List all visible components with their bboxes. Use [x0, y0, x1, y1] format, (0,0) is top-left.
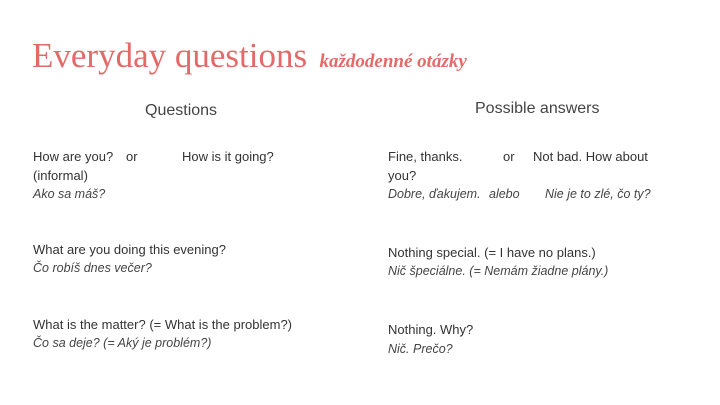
answers-header: Possible answers	[475, 100, 600, 117]
question-how-is-it-going: How is it going?	[182, 149, 274, 164]
title-english: Everyday questions	[32, 36, 308, 75]
question-translation: Ako sa máš?	[33, 187, 106, 201]
answer-fine-thanks: Fine, thanks.	[388, 149, 463, 164]
question-evening-translation: Čo robíš dnes večer?	[33, 261, 152, 275]
answer-translation-1: Dobre, ďakujem.	[388, 187, 481, 201]
title-slovak: každodenné otázky	[319, 51, 467, 72]
question-matter-translation: Čo sa deje? (= Aký je problém?)	[33, 336, 212, 350]
answer-nothing-why-translation: Nič. Prečo?	[388, 342, 453, 356]
answer-nothing-why: Nothing. Why?	[388, 322, 474, 337]
answer-translation-or: alebo	[489, 187, 520, 201]
answer-not-bad: Not bad. How about	[533, 149, 648, 164]
question-informal-note: (informal)	[33, 168, 88, 183]
question-how-are-you: How are you?	[33, 149, 114, 164]
answer-continuation: you?	[388, 168, 417, 183]
answer-nothing-special: Nothing special. (= I have no plans.)	[388, 245, 596, 260]
question-matter: What is the matter? (= What is the problem?)	[33, 317, 293, 332]
question-or: or	[126, 149, 138, 164]
question-evening: What are you doing this evening?	[33, 242, 226, 257]
answer-translation-2: Nie je to zlé, čo ty?	[545, 187, 651, 201]
questions-header: Questions	[145, 102, 218, 119]
answer-nothing-special-translation: Nič špeciálne. (= Nemám žiadne plány.)	[388, 264, 609, 278]
answer-or: or	[503, 149, 515, 164]
slide-title	[32, 36, 467, 76]
